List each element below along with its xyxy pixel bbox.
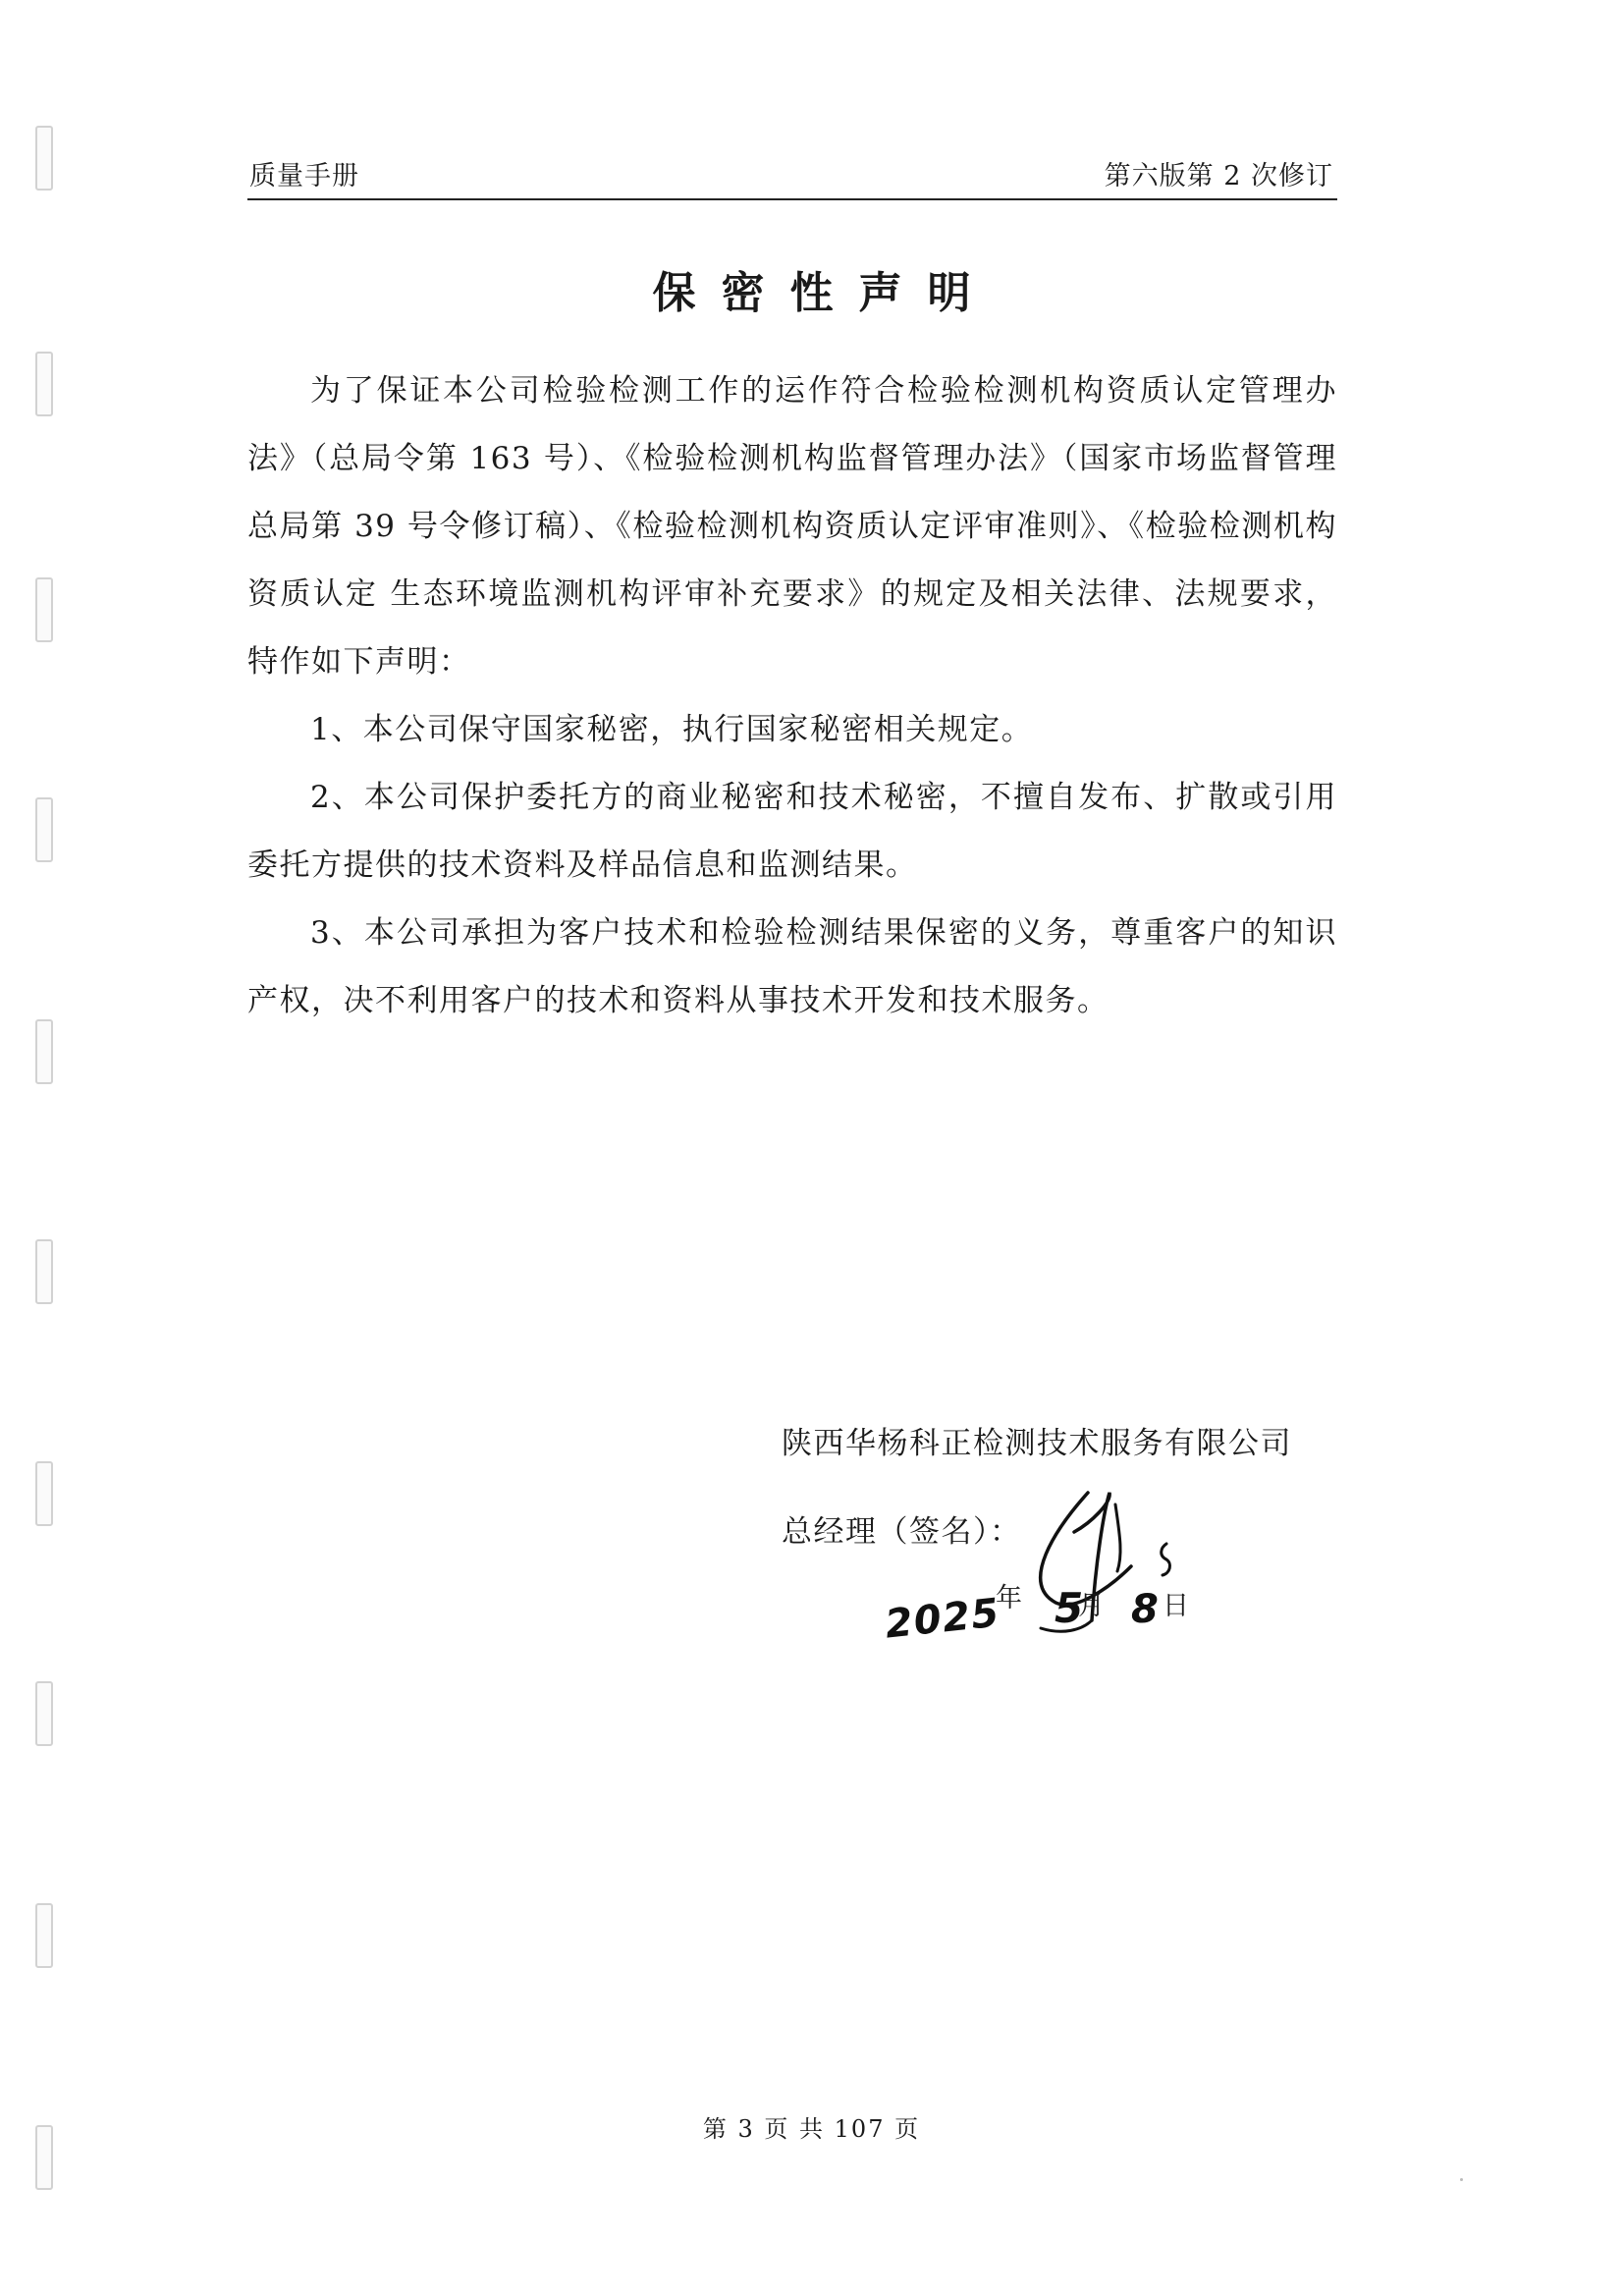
header-revision: 第六版第 2 次修订 [1104,161,1333,191]
clause-2: 2、本公司保护委托方的商业秘密和技术秘密，不擅自发布、扩散或引用委托方提供的技术资料及样品信息和监测结果。 [247,780,1337,883]
scan-speck [1460,2178,1463,2181]
header-manual-title: 质量手册 [249,161,359,191]
binding-hole [35,797,53,862]
binding-hole [35,1681,53,1746]
binding-hole [35,352,53,416]
general-manager-label: 总经理（签名）： [782,1514,1022,1550]
date-year-handwritten: 2025 [883,1590,1002,1648]
date-year-suffix: 年 [996,1583,1024,1613]
page-number-footer: 第 3 页 共 107 页 [702,2115,921,2143]
declaration-body [247,357,1337,1035]
binding-hole [35,1239,53,1304]
binding-hole [35,1903,53,1968]
date-day-suffix: 日 [1163,1591,1191,1621]
intro-paragraph: 为了保证本公司检验检测工作的运作符合检验检测机构资质认定管理办法》（总局令第 163 号）、《检验检测机构监督管理办法》（国家市场监督管理总局第 39 号令修订稿）、《检验检测机构资质认定评审准则》、《检验检测机构资质认定 生态环境监测机构评审补充要求》的规定及相关法律、法规要求，特作如下声明： [247,373,1337,680]
date-month-handwritten: 5 [1055,1584,1085,1632]
date-day-handwritten: 8 [1131,1587,1161,1632]
binding-hole [35,1019,53,1084]
clause-1: 1、本公司保守国家秘密，执行国家秘密相关规定。 [310,712,1034,747]
binding-hole [35,126,53,191]
company-name: 陕西华杨科正检测技术服务有限公司 [782,1426,1292,1461]
binding-hole [35,577,53,642]
document-title: 保密性声明 [652,268,997,318]
date-month-suffix: 月 [1078,1591,1107,1621]
handwritten-date [880,1575,1204,1654]
page-header [247,155,1337,200]
binding-hole [35,1461,53,1526]
clause-3: 3、本公司承担为客户技术和检验检测结果保密的义务，尊重客户的知识产权，决不利用客户的技术和资料从事技术开发和技术服务。 [247,915,1337,1018]
